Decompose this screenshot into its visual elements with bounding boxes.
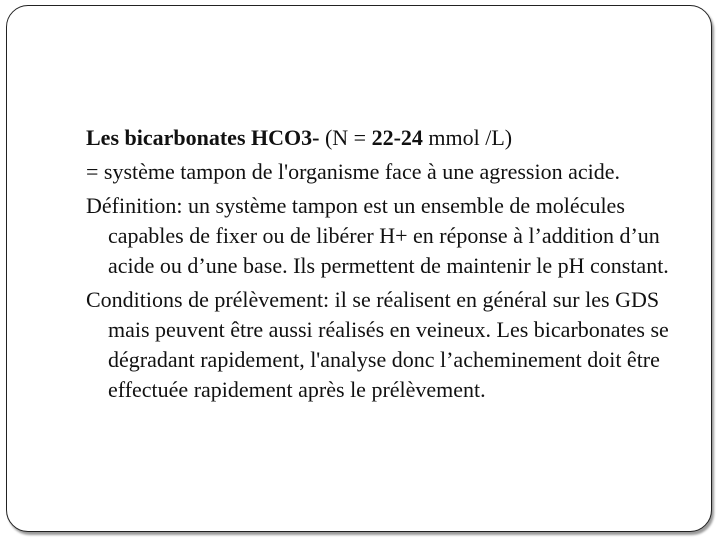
paragraph-sampling-conditions: Conditions de prélèvement: il se réalisent en général sur les GDS mais peuvent être aussi réalisés en veineux. Les bicarbonates se dégradant rapidement, l'analyse donc l’acheminement doit être effectuée rapidement après le prélèvement. (86, 287, 669, 402)
normal-range-value: 22-24 (371, 125, 423, 150)
paragraph-bicarbonates-title (86, 123, 686, 153)
paragraph-buffer-system: = système tampon de l'organisme face à une agression acide. (86, 159, 621, 184)
normal-range-unit: mmol /L) (422, 125, 513, 150)
paragraph-definition: Définition: un système tampon est un ensemble de molécules capables de fixer ou de libérer H+ en réponse à l’addition d’un acide ou d’une base. Ils permettent de maintenir le pH constant. (86, 193, 669, 278)
normal-range-open: (N = (319, 125, 372, 150)
slide-frame (6, 5, 712, 532)
bicarbonates-heading: Les bicarbonates HCO3- (86, 125, 320, 150)
slide-body (86, 123, 686, 405)
